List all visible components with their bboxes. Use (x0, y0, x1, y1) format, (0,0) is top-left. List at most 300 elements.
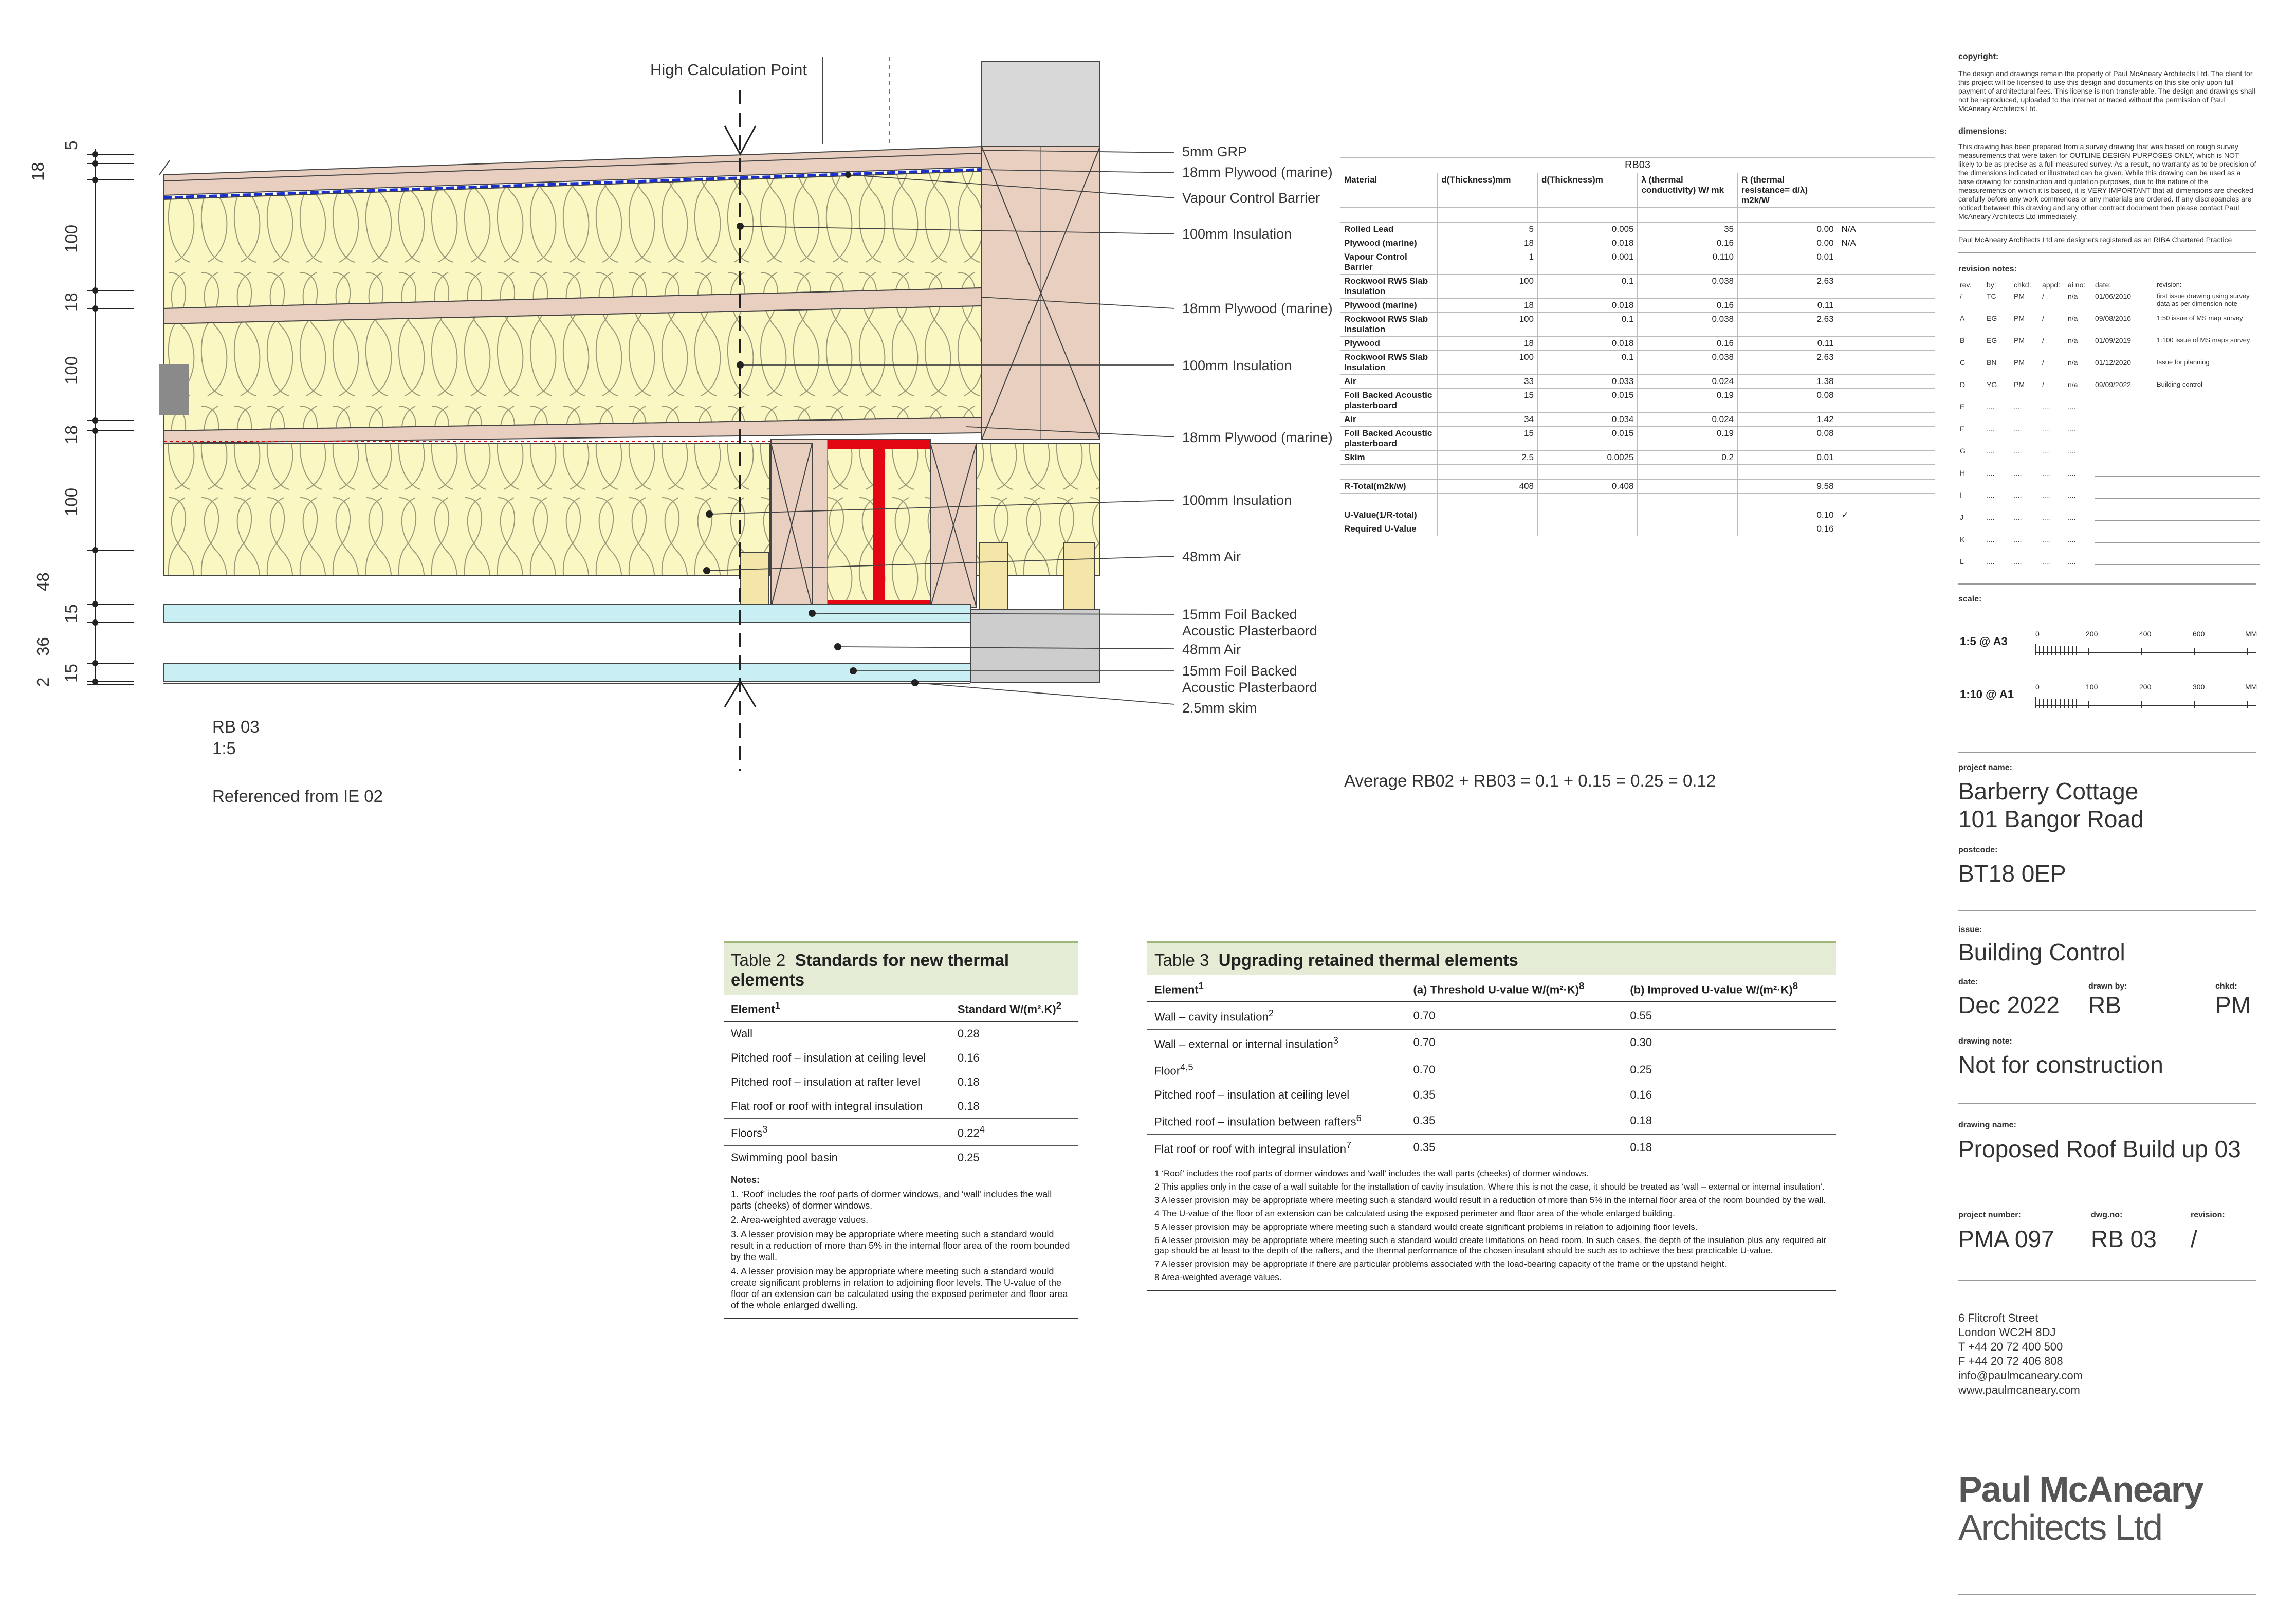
rev-cell: EG (1987, 336, 1997, 344)
cell: 0.00 (1738, 223, 1838, 236)
rev-line (2095, 498, 2260, 499)
rev-cell: / (2042, 314, 2044, 322)
col-header: R (thermal resistance= d/λ) m2k/W (1738, 173, 1838, 208)
cell: 0.038 (1638, 313, 1738, 337)
scale-tick: 0 (2035, 630, 2040, 638)
address-line[interactable]: www.paulmcaneary.com (1958, 1383, 2080, 1396)
rev-placeholder: .... (2014, 403, 2022, 411)
scale-tick: 400 (2139, 630, 2152, 638)
layer-label: 18mm Plywood (marine) (1182, 301, 1333, 316)
rev-placeholder: .... (2014, 535, 2022, 543)
cell (1537, 508, 1638, 522)
layer-label: 100mm Insulation (1182, 492, 1292, 508)
cell: 0.19 (1638, 389, 1738, 413)
note: 2. Area-weighted average values. (731, 1214, 869, 1225)
col-header: λ (thermal conductivity) W/ mk (1638, 173, 1738, 208)
cell: 18 (1438, 337, 1538, 351)
table-row (1340, 413, 1935, 427)
dim-label: 100 (62, 224, 81, 253)
cell (1838, 337, 1935, 351)
rev-letter: I (1960, 491, 1962, 499)
cell: 0.038 (1638, 351, 1738, 375)
cell: Rolled Lead (1340, 223, 1438, 236)
project-name-line1: Barberry Cottage (1958, 778, 2139, 805)
dim-label: 15 (62, 604, 81, 623)
rev-cell: D (1960, 380, 1966, 389)
layer-label: 18mm Plywood (marine) (1182, 165, 1333, 180)
table-row (1340, 351, 1935, 375)
divider (1958, 252, 2256, 253)
rev-placeholder: .... (2042, 535, 2050, 543)
scale-tick: MM (2245, 683, 2257, 691)
cell: Rockwool RW5 Slab Insulation (1340, 351, 1438, 375)
note: 6 A lesser provision may be appropriate where meeting such a standard would create limitations on head room. In such cases, the depth of the insulation plus any required air gap should be at least to the depth of the rafters, and the thermal performance of the chosen insulant should be such as to achieve the best practicable U-value. (1154, 1235, 1826, 1255)
cell: 0.018 (1537, 337, 1638, 351)
layer-label: 5mm GRP (1182, 144, 1247, 159)
dim-label: 48 (33, 572, 52, 591)
divider (1958, 1280, 2256, 1281)
rev-placeholder: .... (2042, 425, 2050, 433)
divider (1958, 752, 2256, 753)
rev-cell: 01/12/2020 (2095, 358, 2132, 367)
dim-label: 18 (62, 425, 81, 444)
rev-cell: PM (2014, 336, 2025, 344)
rev-header: ai no: (2068, 281, 2086, 289)
rev-header: rev. (1960, 281, 1972, 289)
layer-label: 48mm Air (1182, 549, 1241, 564)
project-number: PMA 097 (1958, 1226, 2054, 1252)
cell (1638, 522, 1738, 536)
note: 3 A lesser provision may be appropriate where meeting such a standard would result in a reduction of more than 5% in the internal floor area of the room bounded by the wall. (1154, 1195, 1826, 1205)
scale-label: scale: (1958, 595, 1982, 604)
rev-placeholder: .... (2014, 469, 2022, 477)
threshold-value: 0.70 (1406, 1029, 1623, 1056)
improved-value: 0.30 (1623, 1029, 1836, 1056)
rev-cell: 1:50 issue of MS map survey (2157, 314, 2243, 322)
rb03-title: RB03 (1340, 158, 1935, 173)
rev-letter: G (1960, 447, 1966, 455)
layer-label: 18mm Plywood (marine) (1182, 430, 1333, 445)
table-row (1147, 1083, 1836, 1107)
rev-placeholder: .... (1987, 535, 1995, 543)
cell: 2.63 (1738, 313, 1838, 337)
cell: 1 (1438, 250, 1538, 275)
riba-text: Paul McAneary Architects Ltd are designers registered as an RIBA Chartered Practice (1958, 235, 2232, 244)
rev-line (2095, 564, 2260, 565)
cell: 18 (1438, 236, 1538, 250)
table-row (1340, 313, 1935, 337)
cell: 0.16 (1638, 299, 1738, 313)
layer-label: 100mm Insulation (1182, 226, 1292, 242)
element-name: Pitched roof – insulation at rafter level (731, 1075, 921, 1089)
cell: 0.408 (1537, 480, 1638, 494)
rev-header: revision: (2157, 281, 2182, 288)
cell: 35 (1638, 223, 1738, 236)
element-name: Pitched roof – insulation at ceiling level (731, 1051, 926, 1065)
rev-placeholder: .... (1987, 557, 1995, 565)
chkd-label: chkd: (2215, 982, 2237, 991)
rb03-calc-table (1340, 157, 1935, 536)
rev-letter: E (1960, 403, 1965, 411)
table-row (1340, 480, 1935, 494)
col-header: Standard W/(m².K) (957, 1002, 1056, 1016)
note: 8 Area-weighted average values. (1154, 1272, 1282, 1282)
postcode-label: postcode: (1958, 846, 1998, 854)
rev-letter: H (1960, 469, 1966, 477)
table3 (1147, 941, 1836, 1291)
table-row (1340, 223, 1935, 236)
threshold-value: 0.35 (1406, 1107, 1623, 1134)
scale-tick: 600 (2193, 630, 2205, 638)
improved-value: 0.55 (1623, 1002, 1836, 1029)
cell: 0.024 (1638, 413, 1738, 427)
threshold-value: 0.35 (1406, 1083, 1623, 1107)
divider (1958, 910, 2256, 911)
table-row (724, 1021, 1078, 1046)
col-header: (a) Threshold U-value W/(m²·K) (1413, 983, 1579, 996)
cell: Skim (1340, 451, 1438, 465)
date-label: date: (1958, 978, 1978, 987)
rev-placeholder: .... (1987, 425, 1995, 433)
cell: R-Total(m2k/w) (1340, 480, 1438, 494)
element-name: Floors (731, 1126, 763, 1140)
rev-placeholder: .... (1987, 447, 1995, 455)
rev-placeholder: .... (2068, 491, 2076, 499)
drawing-ref-title: RB 03 (212, 717, 260, 736)
table2-body: Element$^1$ Standard $W/(m^2.K)^2$ Wall 0.28 Pitched roof – insulation at ceiling level 0.16 Pitched roof – insulation at rafter level 0.18 Flat roof or roof with integral insulation 0.18 Floors$^3$ 0.22$^4$ Swimming pool basin 0.25 (724, 995, 1078, 1170)
table-row (1340, 375, 1935, 389)
scale-bar-graphic (2035, 641, 2256, 656)
high-calc-point-label: High Calculation Point (650, 61, 807, 79)
cell: N/A (1838, 223, 1935, 236)
table-row (1340, 522, 1935, 536)
note: 4 The U-value of the floor of an extension can be calculated using the exposed perimeter and floor area of the whole enlarged building. (1154, 1208, 1675, 1218)
rev-line (2095, 542, 2260, 543)
note: 1. ‘Roof’ includes the roof parts of dormer windows, and ‘wall’ includes the wall parts (cheeks) of dormer windows. (731, 1189, 1052, 1211)
rev-placeholder: .... (2042, 557, 2050, 565)
cell: U-Value(1/R-total) (1340, 508, 1438, 522)
cell: 0.024 (1638, 375, 1738, 389)
cell: 100 (1438, 313, 1538, 337)
cell: Plywood (marine) (1340, 236, 1438, 250)
cell: 0.0025 (1537, 451, 1638, 465)
table-row: Wall – external or internal insulation$^3$ 0.70 0.30 (1147, 1029, 1836, 1056)
address-line[interactable]: info@paulmcaneary.com (1958, 1369, 2083, 1382)
cell: Plywood (marine) (1340, 299, 1438, 313)
scale-a3-label: 1:5 @ A3 (1960, 635, 2008, 648)
standard-value: 0.18 (957, 1075, 980, 1089)
cell: 0.034 (1537, 413, 1638, 427)
dim-label: 36 (33, 637, 52, 656)
cell: Air (1340, 375, 1438, 389)
layer-label: 2.5mm skim (1182, 700, 1257, 716)
rev-cell: 01/06/2010 (2095, 292, 2132, 300)
element-name: Wall (731, 1027, 752, 1041)
rev-cell: 09/09/2022 (2095, 380, 2132, 389)
rev-placeholder: .... (2068, 513, 2076, 521)
cell: 0.033 (1537, 375, 1638, 389)
dimensions-text: This drawing has been prepared from a survey drawing that was based on rough survey measurements that were taken for OUTLINE DESIGN PURPOSES ONLY, which is NOT likely to be as precise as a full measured survey. As a result, no warranty as to be precision of the dimensions indicated or illustrated can be given. While this drawing can be used as a base drawing for construction and quotation purposes, due to the nature of the measurements on which it is based, it is VERY IMPORTANT that all dimensions are checked carefully before any work commences or any materials are ordered. If any discrepancies are noticed between this drawing and any other contract document then please contact Paul McAneary Architects Ltd immediately. (1958, 142, 2256, 221)
table-row (1340, 236, 1935, 250)
cell (1838, 351, 1935, 375)
rev-cell: first issue drawing using survey data as per dimension note (2157, 292, 2250, 307)
col-header: d(Thickness)m (1537, 173, 1638, 208)
rev-placeholder: .... (2042, 491, 2050, 499)
notes-title: Notes: (731, 1174, 760, 1185)
cell: 0.015 (1537, 427, 1638, 451)
note: 2 This applies only in the case of a wall suitable for the installation of cavity insulation. Where this is not the case, it should be treated as ‘wall – external or internal insulation’. (1154, 1181, 1825, 1192)
cell (1838, 313, 1935, 337)
layer-label: 100mm Insulation (1182, 358, 1292, 373)
table2-number: Table 2 (731, 951, 786, 970)
revision: / (2191, 1226, 2197, 1252)
chkd-by: PM (2215, 992, 2251, 1018)
table-row (1340, 451, 1935, 465)
col-header: Material (1340, 173, 1438, 208)
dim-label: 15 (62, 664, 81, 683)
cell: ✓ (1838, 508, 1935, 522)
cell: 100 (1438, 351, 1538, 375)
cell (1838, 451, 1935, 465)
rev-cell: B (1960, 336, 1965, 344)
standard-value: 0.16 (957, 1051, 980, 1065)
cell: 0.00 (1738, 236, 1838, 250)
average-calculation: Average RB02 + RB03 = 0.1 + 0.15 = 0.25 = 0.12 (1344, 771, 1716, 790)
table-row (1340, 427, 1935, 451)
rev-cell: 09/08/2016 (2095, 314, 2132, 322)
scale-bar-a1 (1958, 683, 2267, 714)
cell: Foil Backed Acoustic plasterboard (1340, 389, 1438, 413)
divider (1958, 583, 2256, 585)
table-row (1340, 508, 1935, 522)
revision-notes-label: revision notes: (1958, 265, 2017, 273)
cell: 0.110 (1638, 250, 1738, 275)
cell: 0.1 (1537, 275, 1638, 299)
rev-cell: BN (1987, 358, 1997, 367)
cell (1838, 480, 1935, 494)
cell: 0.038 (1638, 275, 1738, 299)
rev-placeholder: .... (2042, 447, 2050, 455)
rev-cell: / (2042, 358, 2044, 367)
cell: 33 (1438, 375, 1538, 389)
rev-placeholder: .... (2068, 425, 2076, 433)
cell: 0.2 (1638, 451, 1738, 465)
rev-placeholder: .... (2014, 557, 2022, 565)
dim-label: 100 (62, 356, 81, 385)
cell: 34 (1438, 413, 1538, 427)
col-header: Element (1154, 983, 1199, 996)
cell (1838, 299, 1935, 313)
cell: Foil Backed Acoustic plasterboard (1340, 427, 1438, 451)
note: 7 A lesser provision may be appropriate if there are particular problems associated with the load-bearing capacity of the frame or the upstand height. (1154, 1258, 1727, 1269)
table3-header (1147, 941, 1836, 975)
cell (1438, 508, 1538, 522)
dim-label: 18 (62, 293, 81, 312)
cell: 0.19 (1638, 427, 1738, 451)
scale-a1-label: 1:10 @ A1 (1960, 688, 2014, 701)
issue-label: issue: (1958, 925, 1982, 934)
cell: Required U-Value (1340, 522, 1438, 536)
project-number-label: project number: (1958, 1211, 2021, 1219)
cell: 0.018 (1537, 236, 1638, 250)
rev-cell: n/a (2068, 358, 2078, 367)
dwg-number: RB 03 (2091, 1226, 2157, 1252)
logo-line2: Architects Ltd (1958, 1507, 2162, 1547)
postcode: BT18 0EP (1958, 860, 2066, 887)
rev-header: by: (1987, 281, 1996, 289)
dwg-label: dwg.no: (2091, 1211, 2123, 1219)
cell: 0.01 (1738, 250, 1838, 275)
cell: 2.63 (1738, 275, 1838, 299)
cell: 0.005 (1537, 223, 1638, 236)
cell: 2.63 (1738, 351, 1838, 375)
element-name: Flat roof or roof with integral insulation (731, 1100, 923, 1113)
cell: Rockwool RW5 Slab Insulation (1340, 275, 1438, 299)
rev-cell: n/a (2068, 380, 2078, 389)
table-row: Wall – cavity insulation$^2$ 0.70 0.55 (1147, 1002, 1836, 1029)
rev-cell: n/a (2068, 336, 2078, 344)
address-line: London WC2H 8DJ (1958, 1326, 2056, 1339)
cell: 0.16 (1738, 522, 1838, 536)
cell: 0.1 (1537, 313, 1638, 337)
improved-value: 0.18 (1623, 1134, 1836, 1161)
element-name: Swimming pool basin (731, 1151, 838, 1164)
table3-number: Table 3 (1154, 951, 1209, 970)
cell (1838, 413, 1935, 427)
company-logo (1958, 1470, 2203, 1546)
rev-placeholder: .... (2068, 403, 2076, 411)
cell: 0.11 (1738, 337, 1838, 351)
table-row (724, 1094, 1078, 1119)
table2-header (724, 941, 1078, 995)
scale-tick: 200 (2139, 683, 2152, 691)
office-address (1958, 1311, 2083, 1397)
rev-placeholder: .... (2014, 447, 2022, 455)
dim-label: 18 (28, 162, 47, 181)
rev-cell: 01/09/2019 (2095, 336, 2132, 344)
rev-placeholder: .... (2042, 403, 2050, 411)
rev-header: appd: (2042, 281, 2061, 289)
table-row (1340, 250, 1935, 275)
cell: 0.16 (1638, 337, 1738, 351)
drawing-note: Not for construction (1958, 1051, 2163, 1078)
address-line: 6 Flitcroft Street (1958, 1311, 2038, 1324)
scale-tick: MM (2245, 630, 2257, 638)
note: 3. A lesser provision may be appropriate where meeting such a standard would result in a reduction of more than 5% in the internal floor area of the room bounded by the wall. (731, 1229, 1070, 1262)
cell (1838, 250, 1935, 275)
rev-placeholder: .... (2042, 513, 2050, 521)
standard-value: 0.28 (957, 1027, 980, 1041)
table3-body: Element$^1$ (a) Threshold U-value $W/(m^2\cdot K)^8$ (b) Improved U-value $W/(m^2\cdot K)^8$ Wall – cavity insulation$^2$ 0.70 0.55 Wall – external or internal insulation$^3$ 0.70 0.30 Floor$^{4,5}$ 0.70 0.25 Pitched roof – insulation at ceiling level 0.35 0.16 Pitched roof – insulation between rafters$^6$ 0.35 0.18 Flat roof or roof with integral insulation$^7$ 0.35 0.18 (1147, 975, 1836, 1161)
address-line: F +44 20 72 406 808 (1958, 1355, 2063, 1367)
element-name: Wall – external or internal insulation (1154, 1037, 1333, 1050)
table-row (724, 1145, 1078, 1170)
project-name-line2: 101 Bangor Road (1958, 806, 2144, 832)
col-header: d(Thickness)mm (1438, 173, 1538, 208)
rev-cell: / (2042, 380, 2044, 389)
element-name: Pitched roof – insulation at ceiling level (1154, 1088, 1350, 1102)
drawing-note-label: drawing note: (1958, 1037, 2012, 1046)
scale-tick: 200 (2086, 630, 2098, 638)
copyright-text: The design and drawings remain the property of Paul McAneary Architects Ltd. The client for this project will be licensed to use this design and documents on this site only upon full payment of architectural fees. This license is non-transferable. The design and drawings shall not be reproduced, uploaded to the internet or traced without the permission of Paul McAneary Architects Ltd. (1958, 69, 2255, 113)
table-row: Floor$^{4,5}$ 0.70 0.25 (1147, 1056, 1836, 1083)
layer-label: Acoustic Plasterbaord (1182, 623, 1317, 638)
dim-label: 2 (33, 677, 52, 687)
element-name: Flat roof or roof with integral insulation (1154, 1142, 1346, 1155)
cell: 0.16 (1638, 236, 1738, 250)
cell: Rockwool RW5 Slab Insulation (1340, 313, 1438, 337)
rev-header: chkd: (2014, 281, 2031, 289)
cell: 9.58 (1738, 480, 1838, 494)
drawing-ref-scale: 1:5 (212, 739, 236, 758)
table-row: Flat roof or roof with integral insulation$^7$ 0.35 0.18 (1147, 1134, 1836, 1161)
cell: 0.10 (1738, 508, 1838, 522)
drawn-by: RB (2088, 992, 2121, 1018)
table3-title: Upgrading retained thermal elements (1218, 951, 1518, 970)
drawing-ref-from: Referenced from IE 02 (212, 787, 383, 806)
table-row: Floors$^3$ 0.22$^4$ (724, 1119, 1078, 1145)
table-row (1340, 275, 1935, 299)
date: Dec 2022 (1958, 992, 2060, 1018)
rev-cell: 1:100 issue of MS maps survey (2157, 336, 2250, 344)
note: 4. A lesser provision may be appropriate where meeting such a standard would create significant problems in relation to adjoining floor levels. The U-value of the floor of an extension can be calculated using the exposed perimeter and floor area of the whole enlarged dwelling. (731, 1266, 1068, 1310)
col-header: (b) Improved U-value W/(m²·K) (1630, 983, 1793, 996)
cell (1838, 375, 1935, 389)
rev-placeholder: .... (2068, 469, 2076, 477)
rev-cell: PM (2014, 358, 2025, 367)
rev-placeholder: .... (1987, 469, 1995, 477)
cell (1838, 275, 1935, 299)
address-line: T +44 20 72 400 500 (1958, 1340, 2063, 1353)
table-row (1340, 389, 1935, 413)
project-name-label: project name: (1958, 763, 2012, 772)
layer-label: 48mm Air (1182, 642, 1241, 657)
element-name: Floor (1154, 1064, 1181, 1078)
improved-value: 0.18 (1623, 1107, 1836, 1134)
rev-cell: A (1960, 314, 1965, 322)
threshold-value: 0.70 (1406, 1056, 1623, 1083)
rev-cell: / (1960, 292, 1962, 300)
cell: 0.015 (1537, 389, 1638, 413)
rev-cell: PM (2014, 380, 2025, 389)
cell: 0.01 (1738, 451, 1838, 465)
layer-label: Vapour Control Barrier (1182, 190, 1320, 206)
element-name: Wall – cavity insulation (1154, 1010, 1269, 1024)
rev-cell: TC (1987, 292, 1996, 300)
table-row (724, 1070, 1078, 1094)
rev-placeholder: .... (2014, 425, 2022, 433)
table-row: Pitched roof – insulation between rafters$^6$ 0.35 0.18 (1147, 1107, 1836, 1134)
rev-cell: PM (2014, 292, 2025, 300)
scale-tick: 0 (2035, 683, 2040, 691)
standard-value: 0.22 (957, 1126, 980, 1140)
cell: 1.38 (1738, 375, 1838, 389)
scale-bar-graphic (2035, 694, 2256, 709)
table2 (724, 941, 1078, 1319)
rev-cell: / (2042, 292, 2044, 300)
layer-label: 15mm Foil Backed (1182, 663, 1297, 679)
cell: Air (1340, 413, 1438, 427)
rev-letter: L (1960, 557, 1964, 565)
cell: 15 (1438, 427, 1538, 451)
drawing-name: Proposed Roof Build up 03 (1958, 1136, 2241, 1162)
table-row (1340, 299, 1935, 313)
threshold-value: 0.35 (1406, 1134, 1623, 1161)
copyright-label: copyright: (1958, 52, 1999, 61)
cell: 0.11 (1738, 299, 1838, 313)
layer-label: Acoustic Plasterbaord (1182, 680, 1317, 695)
rev-letter: J (1960, 513, 1963, 521)
